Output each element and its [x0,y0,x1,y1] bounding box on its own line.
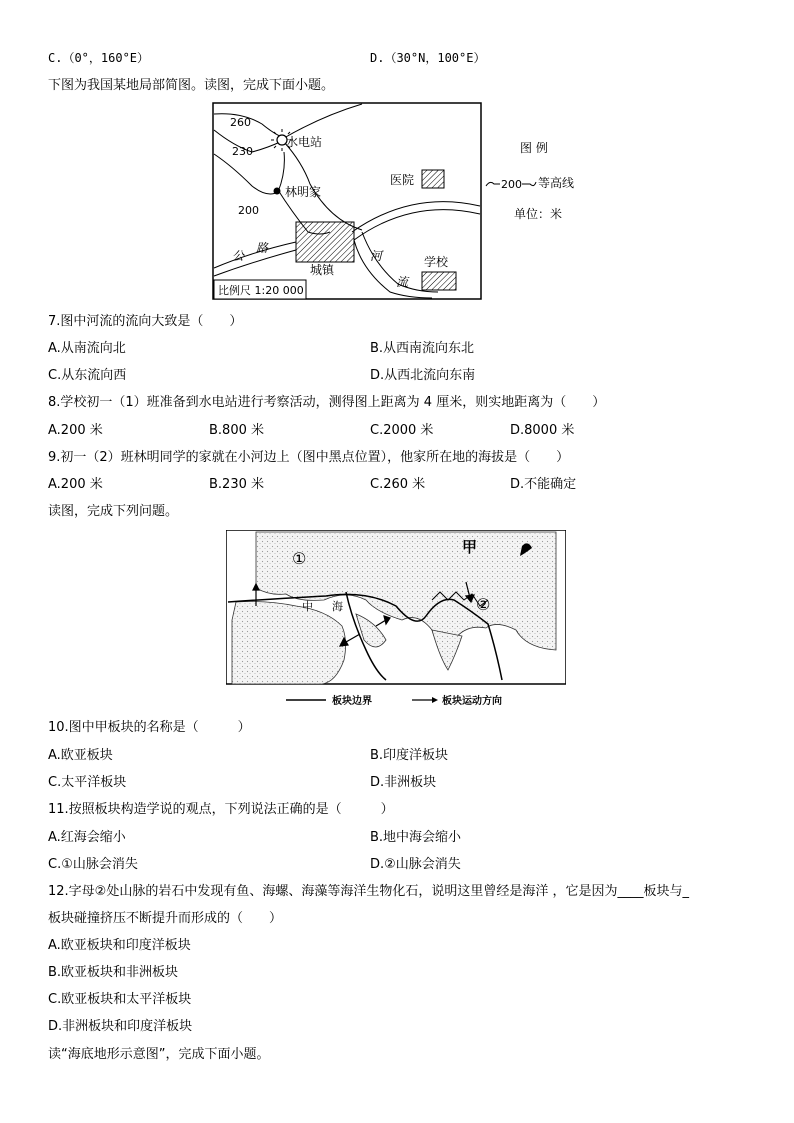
q10-option-c: C.太平洋板块 [48,775,127,790]
home-dot [274,188,281,195]
town-block [296,222,354,262]
road-label-2: 路 [256,241,269,255]
q8-option-c: C.2000 米 [370,423,434,438]
hospital-label: 医院 [390,173,415,187]
q11-option-c: C.①山脉会消失 [48,857,138,872]
q8-stem: 8.学校初一（1）班准备到水电站进行考察活动，测得图上距离为 4 厘米，则实地距离为（ ） [48,395,606,410]
river-label-2: 流 [396,275,409,289]
option-d: D.（30°N，100°E） [370,51,486,65]
power-station-label: 水电站 [286,135,323,149]
q10-option-b: B.印度洋板块 [370,748,449,763]
q7-option-b: B.从西南流向东北 [370,341,475,356]
q12-option-d: D.非洲板块和印度洋板块 [48,1019,193,1034]
home-label: 林明家 [285,185,322,199]
intro-map2: 读图，完成下列问题。 [48,504,179,519]
label-jia: 甲 [462,538,478,556]
intro-seafloor: 读“海底地形示意图”，完成下面小题。 [48,1047,270,1062]
intro-map1: 下图为我国某地局部简图。读图，完成下面小题。 [48,78,335,93]
legend-boundary-label: 板块边界 [332,696,372,707]
legend-unit: 单位：米 [514,207,563,221]
river-label-1: 河 [370,249,383,263]
q12-option-a: A.欧亚板块和印度洋板块 [48,938,191,953]
q11-option-a: A.红海会缩小 [48,830,126,845]
legend-title: 图 例 [520,141,548,155]
q9-option-c: C.260 米 [370,477,426,492]
q12-option-c: C.欧亚板块和太平洋板块 [48,992,192,1007]
scale-label: 比例尺 1:20 000 [218,284,304,297]
local-map [212,102,482,300]
label-sea-1: 中 [302,600,313,613]
label-sea-2: 海 [332,600,343,613]
contour-legend-icon [486,182,500,186]
q11-stem: 11.按照板块构造学说的观点，下列说法正确的是（ ） [48,802,394,817]
label-1: ① [292,549,307,568]
q8-option-b: B.800 米 [209,423,264,438]
plate-map [226,530,566,710]
q7-option-a: A.从南流向北 [48,341,126,356]
label-2: ② [476,595,491,614]
legend-direction-label: 板块运动方向 [442,696,502,707]
q7-option-c: C.从东流向西 [48,368,127,383]
q12-stem-line1: 12.字母②处山脉的岩石中发现有鱼、海螺、海藻等海洋生物化石，说明这里曾经是海洋 ，它是因为____板块与_ [48,884,689,899]
q10-option-a: A.欧亚板块 [48,748,113,763]
hospital-block [422,170,444,188]
q9-option-d: D.不能确定 [510,477,577,492]
road-label-1: 公 [232,249,245,263]
contour-label-260: 260 [230,116,251,129]
q11-option-d: D.②山脉会消失 [370,857,461,872]
legend-contour-value: 200 [501,178,522,191]
contour-label-200: 200 [238,204,259,217]
q10-stem: 10.图中甲板块的名称是（ ） [48,720,251,735]
q11-option-b: B.地中海会缩小 [370,830,462,845]
map-legend [484,138,604,228]
q12-option-b: B.欧亚板块和非洲板块 [48,965,179,980]
q9-option-b: B.230 米 [209,477,264,492]
town-label: 城镇 [310,263,335,277]
q9-stem: 9.初一（2）班林明同学的家就在小河边上（图中黑点位置），他家所在地的海拔是（ ） [48,450,570,465]
q7-option-d: D.从西北流向东南 [370,368,476,383]
q8-option-a: A.200 米 [48,423,103,438]
q7-stem: 7.图中河流的流向大致是（ ） [48,314,243,329]
contour-label-230: 230 [232,145,253,158]
school-label: 学校 [424,255,449,269]
q12-stem-line2: 板块碰撞挤压不断提升而形成的（ ） [48,911,283,926]
school-block [422,272,456,290]
option-c: C.（0°，160°E） [48,51,150,65]
legend-contour-label: 等高线 [538,176,575,190]
q8-option-d: D.8000 米 [510,423,575,438]
q9-option-a: A.200 米 [48,477,103,492]
q10-option-d: D.非洲板块 [370,775,437,790]
